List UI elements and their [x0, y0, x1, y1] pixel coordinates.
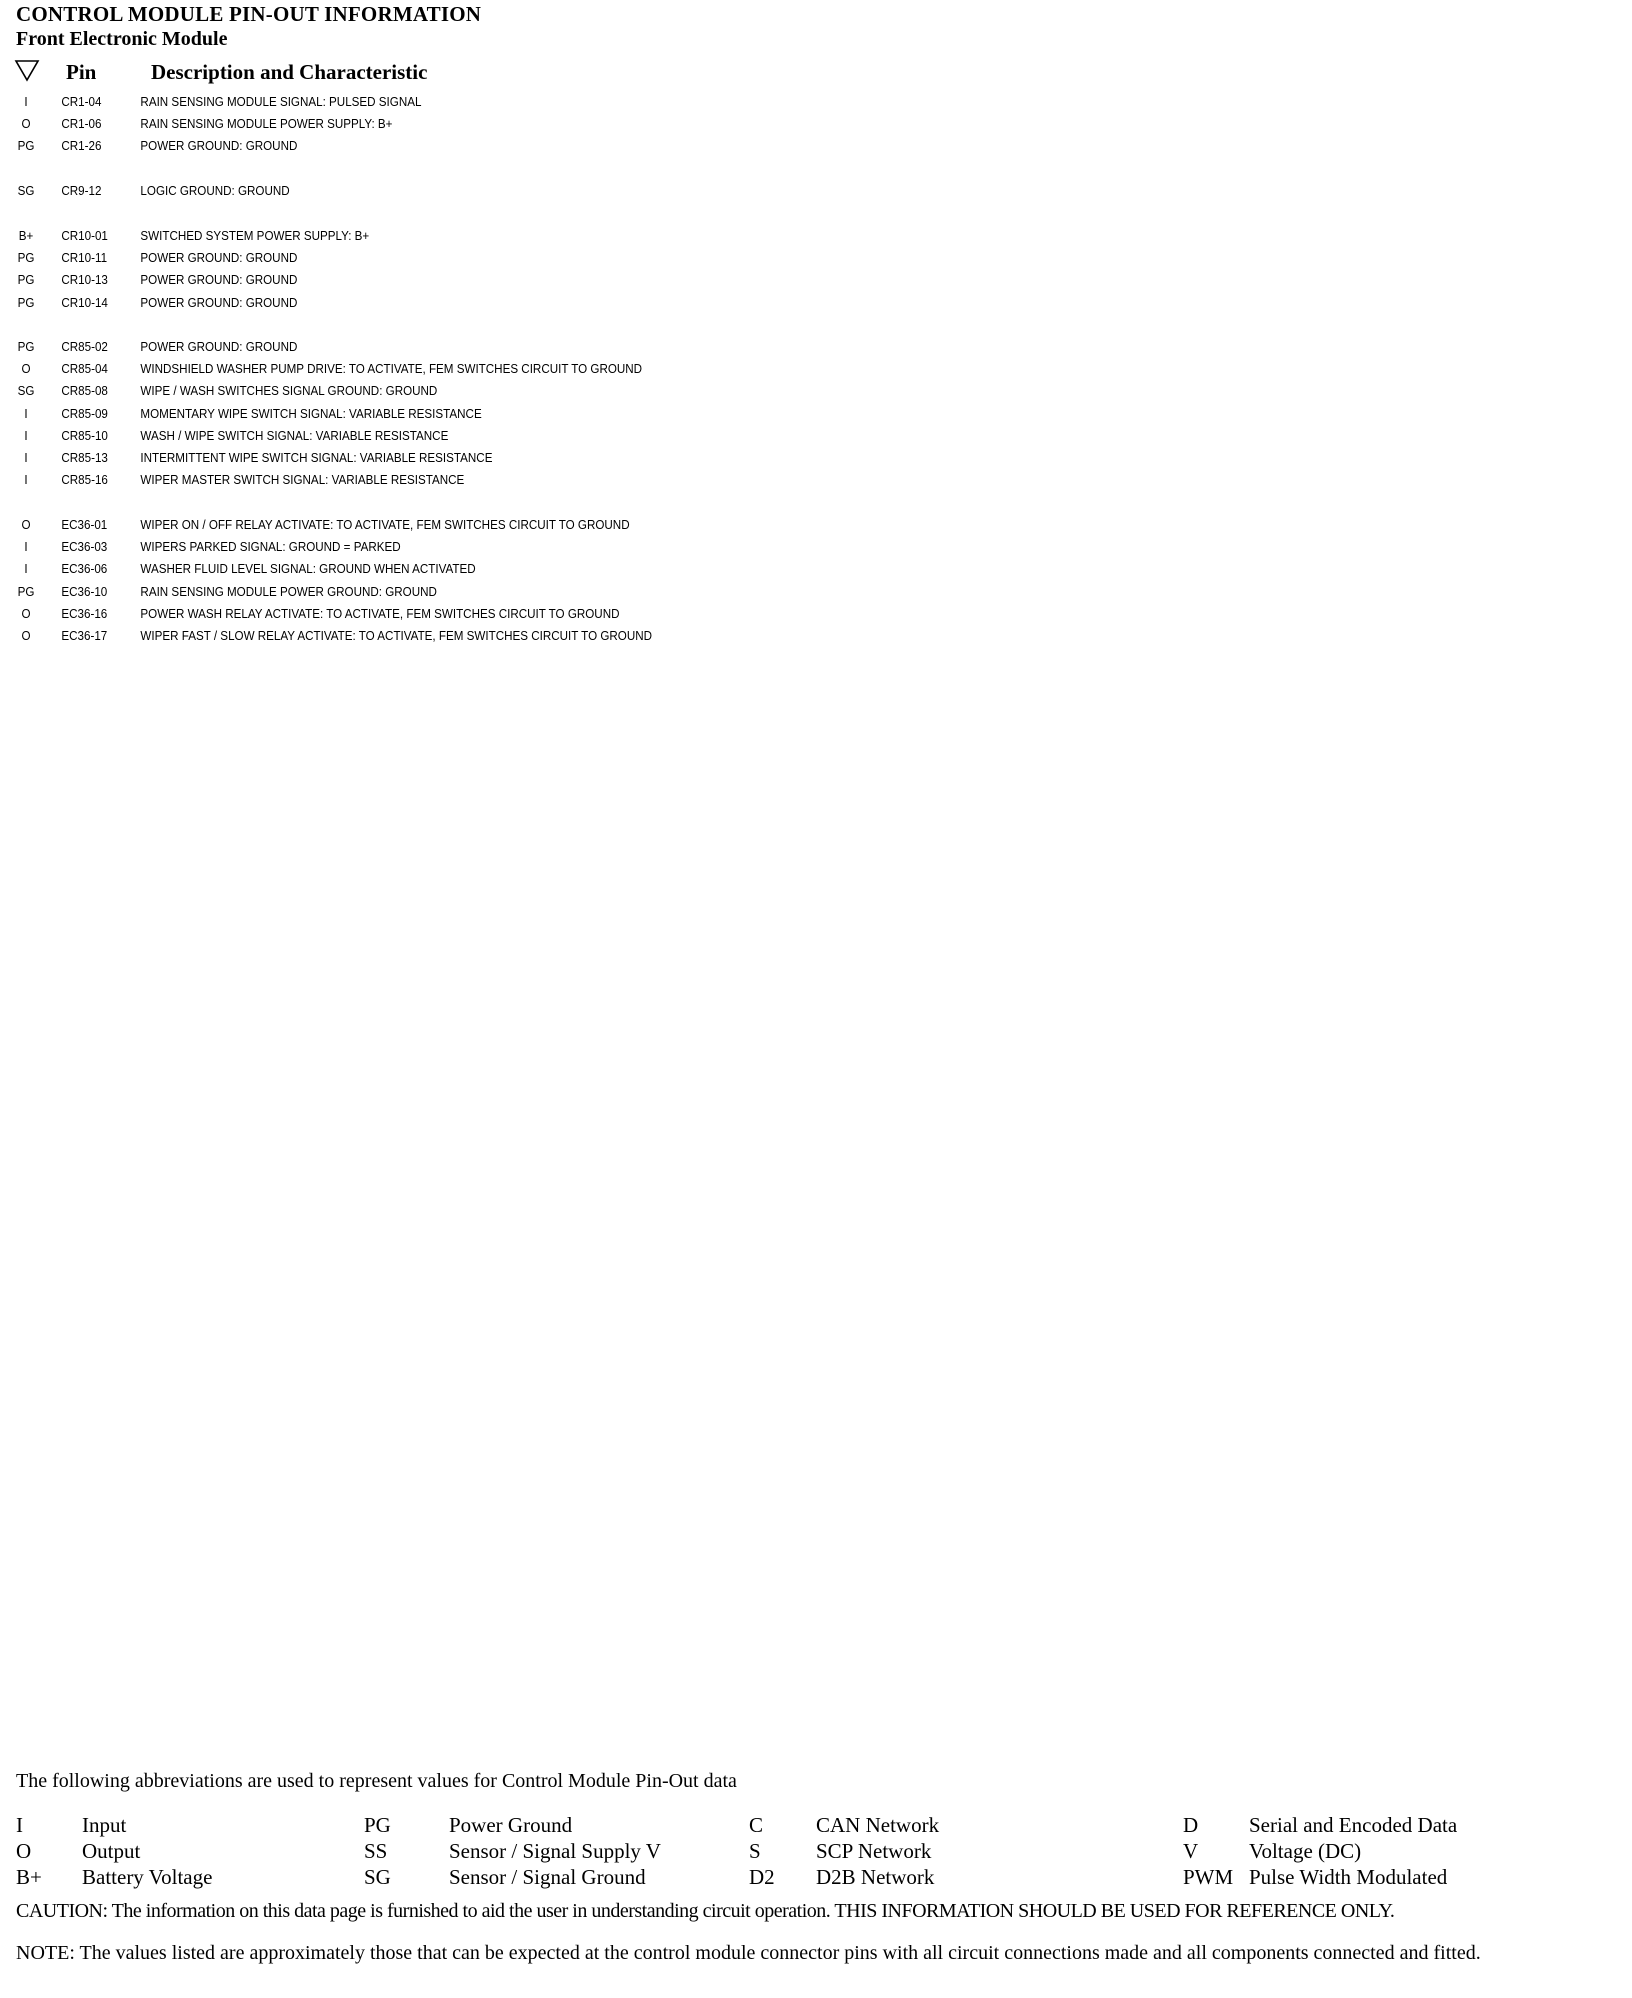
pin-type: I [24, 407, 28, 421]
pin-description: WIPER FAST / SLOW RELAY ACTIVATE: TO ACTIVATE, FEM SWITCHES CIRCUIT TO GROUND [140, 629, 653, 643]
pin-type: I [24, 429, 28, 443]
pin-description: SWITCHED SYSTEM POWER SUPPLY: B+ [140, 229, 370, 243]
pin-row [0, 516, 837, 534]
legend-abbreviation: SG [364, 1865, 391, 1889]
page-title: CONTROL MODULE PIN-OUT INFORMATION [16, 2, 482, 26]
pin-row [0, 583, 837, 601]
pin-description: WASH / WIPE SWITCH SIGNAL: VARIABLE RESISTANCE [140, 429, 449, 443]
legend-abbreviation: SS [364, 1839, 388, 1863]
legend-abbreviation: PWM [1183, 1865, 1234, 1889]
pin-type: PG [17, 251, 35, 265]
pin-description: RAIN SENSING MODULE POWER GROUND: GROUND [140, 585, 437, 599]
pin-number: EC36-10 [61, 585, 108, 599]
pin-description: POWER GROUND: GROUND [140, 273, 298, 287]
pin-row [0, 227, 837, 245]
pin-type: I [24, 451, 28, 465]
pin-number: CR10-01 [61, 229, 108, 243]
pin-number: EC36-17 [61, 629, 108, 643]
pin-number: CR85-16 [61, 473, 108, 487]
pin-row [0, 360, 837, 378]
pin-type: O [21, 362, 31, 376]
pin-type: I [24, 95, 28, 109]
legend-abbreviation: D2 [749, 1865, 775, 1889]
legend-meaning: Input [82, 1813, 127, 1837]
pin-row [0, 449, 837, 467]
pin-type: O [21, 518, 31, 532]
legend-meaning: Output [82, 1839, 141, 1863]
pin-type: PG [17, 139, 35, 153]
pin-row [0, 115, 837, 133]
description-column-header: Description and Characteristic [151, 60, 428, 84]
legend-meaning: Pulse Width Modulated [1249, 1865, 1448, 1889]
pin-type: SG [17, 384, 35, 398]
pin-description: WASHER FLUID LEVEL SIGNAL: GROUND WHEN ACTIVATED [140, 562, 476, 576]
pin-row [0, 405, 837, 423]
pin-description: WIPERS PARKED SIGNAL: GROUND = PARKED [140, 540, 401, 554]
pin-type: PG [17, 273, 35, 287]
pin-description: RAIN SENSING MODULE SIGNAL: PULSED SIGNAL [140, 95, 422, 109]
pin-row [0, 338, 837, 356]
pin-description: POWER WASH RELAY ACTIVATE: TO ACTIVATE, FEM SWITCHES CIRCUIT TO GROUND [140, 607, 620, 621]
pin-row [0, 471, 837, 489]
legend-meaning: Power Ground [449, 1813, 573, 1837]
legend-abbreviation: I [16, 1813, 23, 1837]
pin-description: WIPE / WASH SWITCHES SIGNAL GROUND: GROUND [140, 384, 438, 398]
pin-type: O [21, 117, 31, 131]
pin-description: LOGIC GROUND: GROUND [140, 184, 290, 198]
note-text: NOTE: The values listed are approximately those that can be expected at the control module connector pins with all circuit connections made and all components connected and fitted. [16, 1942, 1481, 1964]
pin-row [0, 294, 837, 312]
pin-row [0, 137, 837, 155]
legend-abbreviation: S [749, 1839, 761, 1863]
pin-column-header: Pin [66, 60, 97, 84]
pin-row [0, 538, 837, 556]
pin-type: I [24, 540, 28, 554]
pin-description: POWER GROUND: GROUND [140, 139, 298, 153]
pin-type: PG [17, 340, 35, 354]
pin-description: POWER GROUND: GROUND [140, 251, 298, 265]
pin-number: CR1-06 [61, 117, 102, 131]
pin-description: WIPER MASTER SWITCH SIGNAL: VARIABLE RESISTANCE [140, 473, 465, 487]
legend-meaning: Sensor / Signal Ground [449, 1865, 646, 1889]
pin-number: CR85-09 [61, 407, 108, 421]
pin-description: POWER GROUND: GROUND [140, 296, 298, 310]
legend-abbreviation: B+ [16, 1865, 42, 1889]
pin-number: CR85-13 [61, 451, 108, 465]
pin-table [0, 0, 1632, 700]
pin-number: CR1-04 [61, 95, 102, 109]
pin-number: CR9-12 [61, 184, 102, 198]
legend-intro: The following abbreviations are used to represent values for Control Module Pin-Out data [16, 1770, 737, 1792]
pin-type: PG [17, 585, 35, 599]
pin-number: EC36-06 [61, 562, 108, 576]
pin-type: I [24, 562, 28, 576]
legend-meaning: Serial and Encoded Data [1249, 1813, 1458, 1837]
pin-row [0, 627, 837, 645]
pin-type: PG [17, 296, 35, 310]
pin-number: CR85-04 [61, 362, 108, 376]
legend-meaning: D2B Network [816, 1865, 935, 1889]
pin-number: CR10-11 [61, 251, 108, 265]
legend-abbreviation: C [749, 1813, 764, 1837]
pin-type: O [21, 607, 31, 621]
pin-row [0, 271, 837, 289]
legend-meaning: SCP Network [816, 1839, 932, 1863]
pin-type: I [24, 473, 28, 487]
pin-number: EC36-03 [61, 540, 108, 554]
pin-row [0, 249, 837, 267]
pin-number: CR10-14 [61, 296, 108, 310]
legend-abbreviation: V [1183, 1839, 1199, 1863]
pin-row [0, 382, 837, 400]
pin-description: RAIN SENSING MODULE POWER SUPPLY: B+ [140, 117, 393, 131]
pin-number: CR85-10 [61, 429, 108, 443]
legend-abbreviation: D [1183, 1813, 1199, 1837]
pin-description: WINDSHIELD WASHER PUMP DRIVE: TO ACTIVATE, FEM SWITCHES CIRCUIT TO GROUND [140, 362, 643, 376]
pin-row [0, 605, 837, 623]
pin-number: CR1-26 [61, 139, 102, 153]
pin-description: WIPER ON / OFF RELAY ACTIVATE: TO ACTIVATE, FEM SWITCHES CIRCUIT TO GROUND [140, 518, 630, 532]
legend-meaning: CAN Network [816, 1813, 940, 1837]
legend-abbreviation: O [16, 1839, 32, 1863]
caution-text: CAUTION: The information on this data page is furnished to aid the user in understanding circuit operation. THIS INFORMATION SHOULD BE USED FOR REFERENCE ONLY. [16, 1900, 1395, 1922]
legend-abbreviation: PG [364, 1813, 391, 1837]
page-subtitle: Front Electronic Module [16, 28, 228, 50]
pin-number: EC36-16 [61, 607, 108, 621]
pin-description: MOMENTARY WIPE SWITCH SIGNAL: VARIABLE RESISTANCE [140, 407, 482, 421]
pin-number: EC36-01 [61, 518, 108, 532]
pin-row [0, 93, 837, 111]
pin-number: CR85-08 [61, 384, 108, 398]
pin-type: B+ [18, 229, 34, 243]
pin-number: CR10-13 [61, 273, 108, 287]
legend-meaning: Battery Voltage [82, 1865, 213, 1889]
pin-row [0, 182, 837, 200]
legend-meaning: Sensor / Signal Supply V [449, 1839, 661, 1863]
pin-number: CR85-02 [61, 340, 108, 354]
pin-type: SG [17, 184, 35, 198]
pin-description: INTERMITTENT WIPE SWITCH SIGNAL: VARIABLE RESISTANCE [140, 451, 493, 465]
legend-meaning: Voltage (DC) [1249, 1839, 1362, 1863]
pin-type: O [21, 629, 31, 643]
pin-row [0, 560, 837, 578]
pin-description: POWER GROUND: GROUND [140, 340, 298, 354]
pin-row [0, 427, 837, 445]
